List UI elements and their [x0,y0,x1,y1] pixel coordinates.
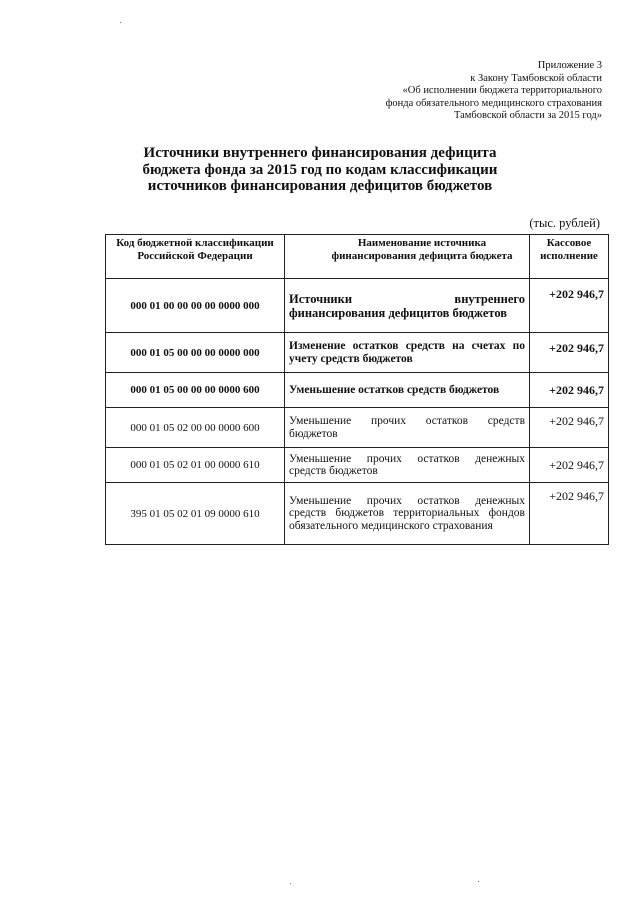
table-row [106,408,609,448]
cell-value: +202 946,7 [530,448,609,483]
cell-code: 000 01 05 02 00 00 0000 600 [106,408,285,448]
header-name [285,235,530,279]
cell-code: 000 01 05 02 01 00 0000 610 [106,448,285,483]
title-line: источников финансирования дефицитов бюджетов [147,178,493,194]
cell-name: Уменьшение прочих остатков денежных средств бюджетов территориальных фондов обязательного медицинского страхования [285,483,530,545]
appendix-line: Приложение 3 [537,60,602,71]
cell-value: +202 946,7 [530,333,609,373]
cell-value: +202 946,7 [530,279,609,333]
appendix-note [386,60,602,123]
cell-name: Уменьшение прочих остатков денежных средств бюджетов [285,448,530,483]
document-title [110,145,530,195]
financing-sources-table [105,234,609,545]
cell-name: Уменьшение прочих остатков средств бюджетов [285,408,530,448]
header-value: Кассовое исполнение [530,235,609,279]
table-header-row [106,235,609,279]
title-line: Источники внутреннего финансирования дефицита [143,145,497,161]
table-row [106,483,609,545]
cell-code: 000 01 00 00 00 00 0000 000 [106,279,285,333]
table-row [106,333,609,373]
table-row [106,373,609,408]
table-row [106,279,609,333]
cell-value: +202 946,7 [530,408,609,448]
title-line: бюджета фонда за 2015 год по кодам классификации [142,161,498,178]
cell-code: 000 01 05 00 00 00 0000 600 [106,373,285,408]
cell-name: Изменение остатков средств на счетах по учету средств бюджетов [285,333,530,373]
cell-value: +202 946,7 [530,483,609,545]
cell-name: Уменьшение остатков средств бюджетов [285,373,530,408]
appendix-line: Тамбовской области за 2015 год» [453,110,602,121]
appendix-line: фонда обязательного медицинского страхования [385,97,602,109]
header-name-text: Наименование источника финансирования дефицита бюджета [331,237,513,262]
scan-speck [290,883,291,884]
appendix-line: «Об исполнении бюджета территориального [402,85,602,96]
cell-code: 395 01 05 02 01 09 0000 610 [106,483,285,545]
table-row [106,448,609,483]
cell-code: 000 01 05 00 00 00 0000 000 [106,333,285,373]
cell-value: +202 946,7 [530,373,609,408]
scan-speck [478,881,479,882]
units-label: (тыс. рублей) [529,216,600,230]
cell-name: Источники внутреннего финансирования дефицитов бюджетов [285,279,530,333]
scan-speck [120,22,121,23]
header-code: Код бюджетной классификации Российской Федерации [106,235,285,279]
appendix-line: к Закону Тамбовской области [470,72,602,84]
